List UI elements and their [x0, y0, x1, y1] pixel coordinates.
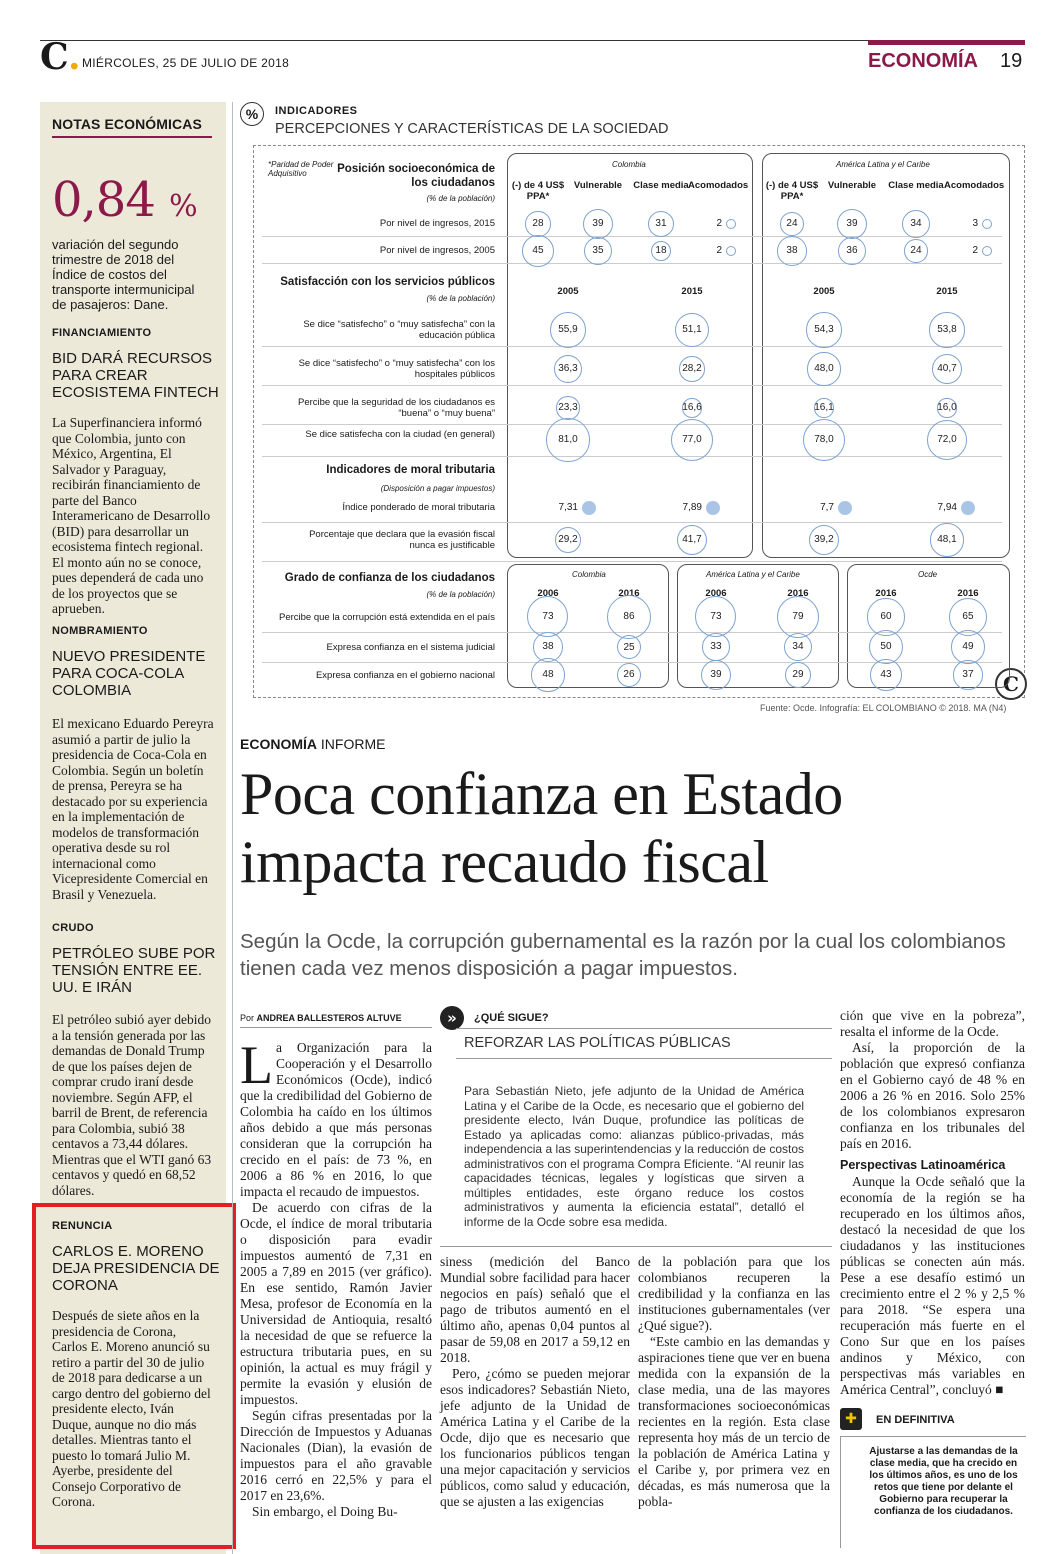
que-sigue-bottom-rule	[440, 1246, 832, 1247]
byline: Por ANDREA BALLESTEROS ALTUVE	[240, 1013, 402, 1023]
byline-rule	[240, 1027, 432, 1028]
value-circle: 34	[902, 210, 930, 238]
subhead-perspectivas: Perspectivas Latinoamérica	[840, 1158, 1006, 1172]
value-circle: 39	[701, 660, 731, 690]
index-value: 7,31	[558, 502, 578, 513]
value-circle: 48	[531, 658, 564, 691]
index-dot	[838, 501, 852, 515]
value-ring	[726, 219, 736, 229]
region-label-latam: América Latina y el Caribe	[836, 160, 930, 169]
double-chevron-icon: »	[440, 1006, 464, 1030]
value-circle: 86	[607, 595, 652, 640]
value-ring	[982, 246, 992, 256]
infographic-source: Fuente: Ocde. Infografía: EL COLOMBIANO © 2018. MA (N4)	[760, 703, 1007, 713]
paragraph: siness (medición del Banco Mundial sobre facilidad para hacer negocios en país) señaló que el pago de tributos aumentó en el último año, apenas 0,04 puntos al pasar de 59,08 en 2017 a 59,12 en 2018.	[440, 1254, 630, 1365]
value-circle: 36,3	[554, 355, 583, 384]
value-circle: 45	[522, 235, 554, 267]
value-circle: 73	[527, 596, 568, 637]
sidebar-title: NOTAS ECONÓMICAS	[52, 116, 202, 132]
value-circle: 78,0	[803, 419, 845, 461]
big-number-text: variación del segundo trimestre de 2018 del Índice de costos del transporte intermunicipal de pasajeros: Dane.	[52, 237, 195, 312]
s2-sub: (% de la población)	[426, 294, 495, 303]
page-number: 19	[1000, 50, 1023, 72]
value-circle: 48,0	[807, 352, 840, 385]
deck: Según la Ocde, la corrupción gubernamental es la razón por la cual los colombianos tienen cada vez menos disposición a pagar impuestos.	[240, 930, 1006, 980]
small-value: 2	[716, 218, 722, 229]
col-header: Clase media	[888, 180, 944, 191]
value-circle: 28	[525, 211, 550, 236]
small-value: 2	[972, 245, 978, 256]
value-circle: 81,0	[546, 418, 589, 461]
year-header: 2005	[557, 286, 579, 297]
row-rule	[262, 522, 1002, 523]
value-circle: 38	[533, 632, 563, 662]
note-kicker-nombramiento: NOMBRAMIENTO	[52, 625, 148, 637]
value-circle: 16,1	[814, 398, 833, 417]
s1-sub: (% de la población)	[426, 194, 495, 203]
headline-line-2: impacta recaudo fiscal	[240, 829, 769, 895]
section-name: ECONOMÍA	[868, 50, 978, 72]
percent-icon: %	[240, 102, 264, 126]
value-circle: 23,3	[556, 396, 579, 419]
article-column-4b	[840, 1174, 1025, 1398]
row-label: Expresa confianza en el gobierno nacional	[315, 670, 495, 681]
note-kicker-renuncia: RENUNCIA	[52, 1220, 113, 1232]
index-value: 7,7	[820, 502, 834, 513]
col-header: Acomodados	[944, 180, 1005, 191]
row-label: Por nivel de ingresos, 2005	[379, 245, 495, 256]
article-column-1	[240, 1035, 432, 1520]
row-label: Por nivel de ingresos, 2015	[379, 218, 495, 229]
value-circle: 49	[951, 630, 985, 664]
s4-sub: (% de la población)	[426, 590, 495, 599]
value-circle: 29	[785, 662, 811, 688]
value-circle: 26	[617, 663, 641, 687]
value-circle: 73	[695, 596, 736, 637]
row-rule	[262, 456, 1002, 457]
year-header: 2015	[681, 286, 703, 297]
value-circle: 24	[780, 212, 804, 236]
s3-title: Indicadores de moral tributaria	[326, 464, 495, 476]
paragraph: de la población para que los colombianos recuperen la credibilidad y la confianza en las instituciones gubernamentales (ver ¿Qué sigue?).	[638, 1254, 830, 1333]
value-circle: 40,7	[932, 354, 963, 385]
value-circle: 55,9	[550, 312, 586, 348]
value-circle: 65	[949, 598, 988, 637]
note-title-nombramiento: NUEVO PRESIDENTE PARA COCA-COLA COLOMBIA	[52, 648, 206, 699]
row-rule	[262, 236, 1002, 237]
newspaper-logo-badge: C	[995, 668, 1027, 700]
newspaper-logo: C.	[40, 36, 81, 78]
index-dot	[706, 501, 720, 515]
value-circle: 60	[867, 598, 904, 635]
row-label: Expresa confianza en el sistema judicial	[326, 642, 495, 653]
en-definitiva-label: EN DEFINITIVA	[876, 1414, 955, 1426]
row-rule	[262, 385, 1002, 386]
value-circle: 16,6	[682, 398, 702, 418]
section-rule	[262, 561, 1002, 562]
value-ring	[726, 246, 736, 256]
col-header: Clase media	[633, 180, 689, 191]
headline-line-1: Poca confianza en Estado	[240, 761, 843, 827]
note-kicker-financiamiento: FINANCIAMIENTO	[52, 327, 152, 339]
note-kicker-crudo: CRUDO	[52, 922, 94, 934]
note-title-renuncia: CARLOS E. MORENO DEJA PRESIDENCIA DE CORONA	[52, 1243, 220, 1294]
value-circle: 39	[583, 209, 613, 239]
row-rule	[262, 346, 1002, 347]
value-circle: 39	[837, 209, 867, 239]
que-sigue-rule-2	[456, 1058, 832, 1059]
row-label: Se dice “satisfecho” o “muy satisfecha” con la educación pública	[303, 319, 495, 341]
ppa-note: *Paridad de Poder Adquisitivo	[268, 160, 334, 178]
region-label-colombia: Colombia	[612, 160, 646, 169]
value-circle: 33	[702, 633, 730, 661]
article-column-4	[840, 1008, 1025, 1152]
value-circle: 28,2	[679, 356, 704, 381]
value-circle: 77,0	[671, 419, 713, 461]
index-value: 7,94	[937, 502, 957, 513]
index-dot	[582, 501, 596, 515]
region-label-ocde: Ocde	[918, 570, 938, 579]
note-title-crudo: PETRÓLEO SUBE POR TENSIÓN ENTRE EE. UU. E IRÁN	[52, 945, 216, 996]
small-value: 3	[972, 218, 978, 229]
value-circle: 50	[869, 630, 903, 664]
year-header: 2016	[957, 588, 979, 599]
index-dot	[961, 501, 975, 515]
que-sigue-title: REFORZAR LAS POLÍTICAS PÚBLICAS	[464, 1035, 731, 1051]
year-header: 2005	[813, 286, 835, 297]
col-header: Acomodados	[688, 180, 749, 191]
value-circle: 35	[584, 237, 612, 265]
value-ring	[982, 219, 992, 229]
col-header: Vulnerable	[573, 180, 623, 191]
que-sigue-rule	[456, 1028, 832, 1029]
article-column-3	[638, 1254, 830, 1510]
paragraph: Sin embargo, el Doing Bu-	[252, 1504, 398, 1519]
value-circle: 25	[617, 635, 641, 659]
year-header: 2015	[936, 286, 958, 297]
value-circle: 51,1	[675, 313, 709, 347]
value-circle: 31	[648, 211, 675, 238]
col-header: (-) de 4 US$ PPA*	[765, 180, 819, 202]
target-icon: ✚	[840, 1408, 862, 1430]
paragraph: ción que vive en la pobreza”, resalta el informe de la Ocde.	[840, 1008, 1025, 1039]
row-label: Se dice satisfecha con la ciudad (en general)	[305, 429, 495, 440]
que-sigue-body: Para Sebastián Nieto, jefe adjunto de la Unidad de América Latina y el Caribe de la Ocde, es necesario que el gobierno del presidente electo, Iván Duque, profundice las políticas de Estado ya aplicadas como: alianzas público-privadas, más independencia a las superintendencias y la reducción de costos administrativos con el programa Compra Eficiente. “Al reunir las capacidades técnicas, legales y logísticas que sirven a múltiples entidades, este órgano reduce los costos administrativos y aumenta la eficiencia estatal”, detalló el informe de la Ocde sobre esa medida.	[464, 1084, 804, 1229]
year-header: 2016	[618, 588, 640, 599]
value-circle: 36	[838, 237, 867, 266]
paragraph: Pero, ¿cómo se pueden mejorar esos indicadores? Sebastián Nieto, jefe adjunto de la Unidad de América Latina y el Caribe de la Ocde, dijo que es necesario que los funcionarios públicos tengan una mejor capacitación y servicios públicos, como salud y educación, que se ajusten a las exigencias	[440, 1366, 630, 1509]
s2-title: Satisfacción con los servicios públicos	[280, 276, 495, 288]
en-definitiva-body: Ajustarse a las demandas de la clase media, que ha crecido en los últimos años, es uno de los retos que tiene por delante el Gobierno para recuperar la confianza de los ciudadanos.	[869, 1446, 1018, 1517]
paragraph: Aunque la Ocde señaló que la economía de la región se ha recuperado en los últimos años, destacó la necesidad de que los ciudadanos y las instituciones públicas se conecten aún más. Pese a ese desafío estimó un crecimiento entre el 2 % y 2,5 % para 2018. “Se espera una recuperación más fuerte en el Cono Sur que en los países andinos y México, con perspectivas más variables en América Central”, concluyó ■	[840, 1174, 1025, 1397]
value-circle: 34	[784, 633, 812, 661]
value-circle: 39,2	[809, 525, 839, 555]
small-value: 2	[716, 245, 722, 256]
note-body-nombramiento: El mexicano Eduardo Pereyra asumió a partir de julio la presidencia de Coca-Cola en Colombia. Según un boletín de prensa, Pereyra se ha destacado por su experiencia en la implementación de modelos de transformación operativa desde su rol internacional como Vicepresidente Comercial en Brasil y Venezuela.	[52, 716, 214, 902]
value-circle: 16,0	[937, 398, 956, 417]
value-circle: 38	[777, 236, 807, 266]
row-rule	[262, 263, 1002, 264]
paragraph: De acuerdo con cifras de la Ocde, el índice de moral tributaria o disposición para evadir impuestos aumentó de 7,31 en 2005 a 7,89 en 2015 (ver gráfico). En ese sentido, Ramón Javier Mesa, profesor de Economía en la Universidad de Antioquia, resaltó la necesidad de que se refuerce la estructura tributaria pues, en su opinión, la actual es muy frágil y permite la evasión y elusión de impuestos.	[240, 1200, 432, 1407]
value-circle: 48,1	[930, 523, 963, 556]
note-body-renuncia: Después de siete años en la presidencia de Corona, Carlos E. Moreno anunció su retiro a partir del 30 de julio de 2018 para dedicarse a un cargo dentro del gobierno del presidente electo, Iván Duque, aunque no dio más detalles. Mientras tanto el puesto lo tomará Julio M. Ayerbe, presidente del Consejo Corporativo de Corona.	[52, 1308, 211, 1509]
s3-sub: (Disposición a pagar impuestos)	[380, 484, 495, 493]
row-label: Percibe que la seguridad de los ciudadanos es “buena” o “muy buena”	[298, 397, 495, 419]
value-circle: 29,2	[555, 527, 581, 553]
infographic-title: PERCEPCIONES Y CARACTERÍSTICAS DE LA SOCIEDAD	[275, 121, 669, 137]
paragraph: La Organización para la Cooperación y el Desarrollo Económicos (Ocde), indicó que la credibilidad del Gobierno de Colombia ha caído en los últimos años debido a que más personas consideran que la corrupción ha crecido en el país: de 73 %, en 2006 a 86 % en 2016, lo que impacta el recaudo de impuestos.	[240, 1035, 432, 1199]
region-label-colombia: Colombia	[572, 570, 606, 579]
edition-date: MIÉRCOLES, 25 DE JULIO DE 2018	[82, 56, 290, 70]
year-header: 2016	[787, 588, 809, 599]
row-rule	[262, 424, 1002, 425]
value-circle: 24	[904, 239, 928, 263]
value-circle: 43	[870, 659, 901, 690]
big-number: 0,84 %	[52, 172, 197, 228]
paragraph: Así, la proporción de la población que expresó confianza en el Gobierno cayó de 48 % en 2006 a 26 % en 2016. Solo 25% de los colombianos expresaron confianza en los tribunales del país en 2016.	[840, 1040, 1025, 1151]
row-label: Percibe que la corrupción está extendida en el país	[279, 612, 495, 623]
year-header: 2006	[537, 588, 559, 599]
note-title-financiamiento: BID DARÁ RECURSOS PARA CREAR ECOSISTEMA FINTECH	[52, 350, 219, 401]
paragraph: Según cifras presentadas por la Dirección de Impuestos y Aduanas Nacionales (Dian), la evasión de impuestos para el año gravable 2016 cerró en 22,5% y para el 2017 en 23,6%.	[240, 1408, 432, 1503]
value-circle: 18	[651, 241, 671, 261]
s1-title: Posición socioeconómica de los ciudadanos	[337, 163, 495, 189]
col-header: (-) de 4 US$ PPA*	[511, 180, 565, 202]
year-header: 2006	[705, 588, 727, 599]
value-circle: 54,3	[806, 312, 841, 347]
headline	[240, 760, 843, 896]
drop-cap: L	[240, 1035, 273, 1095]
paragraph: “Este cambio en las demandas y aspiraciones tiene que ver en buena medida con la expansión de la clase media, una de las mayores transformaciones socioeconómicas recientes en la región. Esta clase representa hoy más de un tercio de la población de América Latina y el Caribe y, por primera vez en décadas, es más numerosa que la pobla-	[638, 1334, 830, 1509]
article-column-2	[440, 1254, 630, 1510]
value-circle: 53,8	[929, 312, 964, 347]
infographic-kicker: INDICADORES	[275, 105, 358, 117]
s4-title: Grado de confianza de los ciudadanos	[284, 572, 495, 584]
value-circle: 79	[777, 596, 820, 639]
value-circle: 37	[953, 660, 982, 689]
value-circle: 72,0	[927, 420, 968, 461]
row-label: Índice ponderado de moral tributaria	[342, 502, 495, 513]
value-circle: 41,7	[677, 525, 708, 556]
year-header: 2016	[875, 588, 897, 599]
row-label: Porcentaje que declara que la evasión fiscal nunca es justificable	[309, 529, 495, 551]
infographic-content	[0, 0, 1064, 720]
row-label: Se dice “satisfecho” o “muy satisfecha” con los hospitales públicos	[298, 358, 495, 380]
note-body-crudo: El petróleo subió ayer debido a la tensión generada por las demandas de Donald Trump de que los países dejen de comprar crudo iraní desde noviembre. Según AFP, el barril de Brent, de referencia para Colombia, subió 38 centavos a 73,44 dólares. Mientras que el WTI ganó 63 centavos y quedó en 68,52 dólares.	[52, 1012, 212, 1198]
note-body-financiamiento: La Superfinanciera informó que Colombia, junto con México, Argentina, El Salvador y Paraguay, recibirán financiamiento de parte del Banco Interamericano de Desarrollo (BID) para desarrollar un ecosistema fintech regional. El monto aún no se conoce, pues dependerá de cada uno de los proyectos que se aprueben.	[52, 415, 211, 616]
article-kicker: ECONOMÍA INFORME	[240, 736, 386, 752]
index-value: 7,89	[682, 502, 702, 513]
region-label-latam: América Latina y el Caribe	[706, 570, 800, 579]
col-header: Vulnerable	[827, 180, 877, 191]
que-sigue-label: ¿QUÉ SIGUE?	[474, 1012, 549, 1024]
